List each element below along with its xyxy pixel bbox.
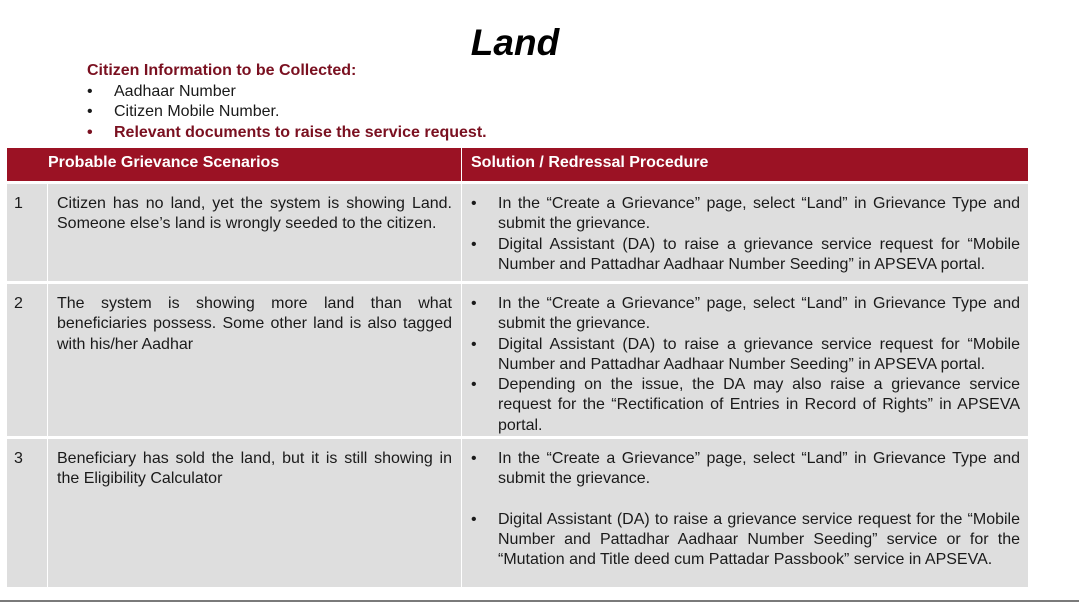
citizen-info-item [87,82,487,103]
table-row [7,181,1028,281]
header-solution: Solution / Redressal Procedure [471,154,709,171]
bullet-icon: • [471,376,477,394]
bullet-icon: • [87,123,93,141]
solution-cell [462,439,1028,587]
footer-divider [0,600,1079,602]
solution-text: Depending on the issue, the DA may also raise a grievance service request for the “Rectification of Entries in Record of Rights” in APSEVA portal. [498,376,1020,434]
solution-item [471,335,1020,376]
bullet-icon: • [471,450,477,467]
solution-text: In the “Create a Grievance” page, select “Land” in Grievance Type and submit the grievance. [498,195,1020,233]
page-title: Land [470,22,560,63]
solution-item [471,375,1020,436]
solution-item [471,194,1020,235]
scenario-text: Citizen has no land, yet the system is showing Land. Someone else’s land is wrongly seeded to the citizen. [57,195,452,233]
solution-item [471,294,1020,335]
table-header-row [7,148,1028,181]
citizen-info-list [87,82,487,144]
solution-list [471,449,1020,570]
citizen-info-item [87,102,487,123]
solution-text: In the “Create a Grievance” page, select “Land” in Grievance Type and submit the grievance. [498,450,1020,488]
citizen-info-heading: Citizen Information to be Collected: [87,62,357,79]
citizen-info-text: Citizen Mobile Number. [114,103,280,120]
row-number: 1 [7,184,48,281]
bullet-icon: • [471,235,477,253]
row-number: 3 [7,439,48,587]
solution-cell [462,184,1028,281]
solution-cell [462,284,1028,436]
citizen-info-section [87,61,487,143]
solution-text: Digital Assistant (DA) to raise a grievance service request for “Mobile Number and Pattadhar Aadhaar Number Seeding” in APSEVA portal. [498,335,1020,373]
scenario-text: Beneficiary has sold the land, but it is still showing in the Eligibility Calculator [57,450,452,488]
solution-text: In the “Create a Grievance” page, select “Land” in Grievance Type and submit the grievance. [498,295,1020,333]
bullet-icon: • [87,82,93,100]
solution-list [471,294,1020,436]
bullet-icon: • [87,103,93,120]
grievance-table [7,148,1028,587]
scenario-text: The system is showing more land than what beneficiaries possess. Some other land is also tagged with his/her Aadhar [57,295,452,353]
solution-item [471,510,1020,571]
solution-item [471,235,1020,276]
table-row [7,281,1028,436]
scenario-cell [48,284,462,436]
solution-text: Digital Assistant (DA) to raise a grievance service request for the “Mobile Number and Pattadhar Aadhaar Number Seeding” service or for the “Mutation and Title deed cum Pattadar Passbook” service in APSEVA. [498,510,1020,569]
header-scenarios: Probable Grievance Scenarios [7,148,462,181]
bullet-icon: • [471,335,477,353]
table-row [7,436,1028,587]
solution-text: Digital Assistant (DA) to raise a grievance service request for “Mobile Number and Pattadhar Aadhaar Number Seeding” in APSEVA portal. [498,235,1020,273]
bullet-icon: • [471,295,477,312]
citizen-info-text: Aadhaar Number [114,82,236,100]
solution-item [471,449,1020,490]
citizen-info-text: Relevant documents to raise the service request. [114,123,487,141]
citizen-info-item [87,123,487,144]
bullet-icon: • [471,510,477,528]
scenario-cell [48,184,462,281]
solution-list [471,194,1020,275]
row-number: 2 [7,284,48,436]
bullet-icon: • [471,195,477,212]
scenario-cell [48,439,462,587]
